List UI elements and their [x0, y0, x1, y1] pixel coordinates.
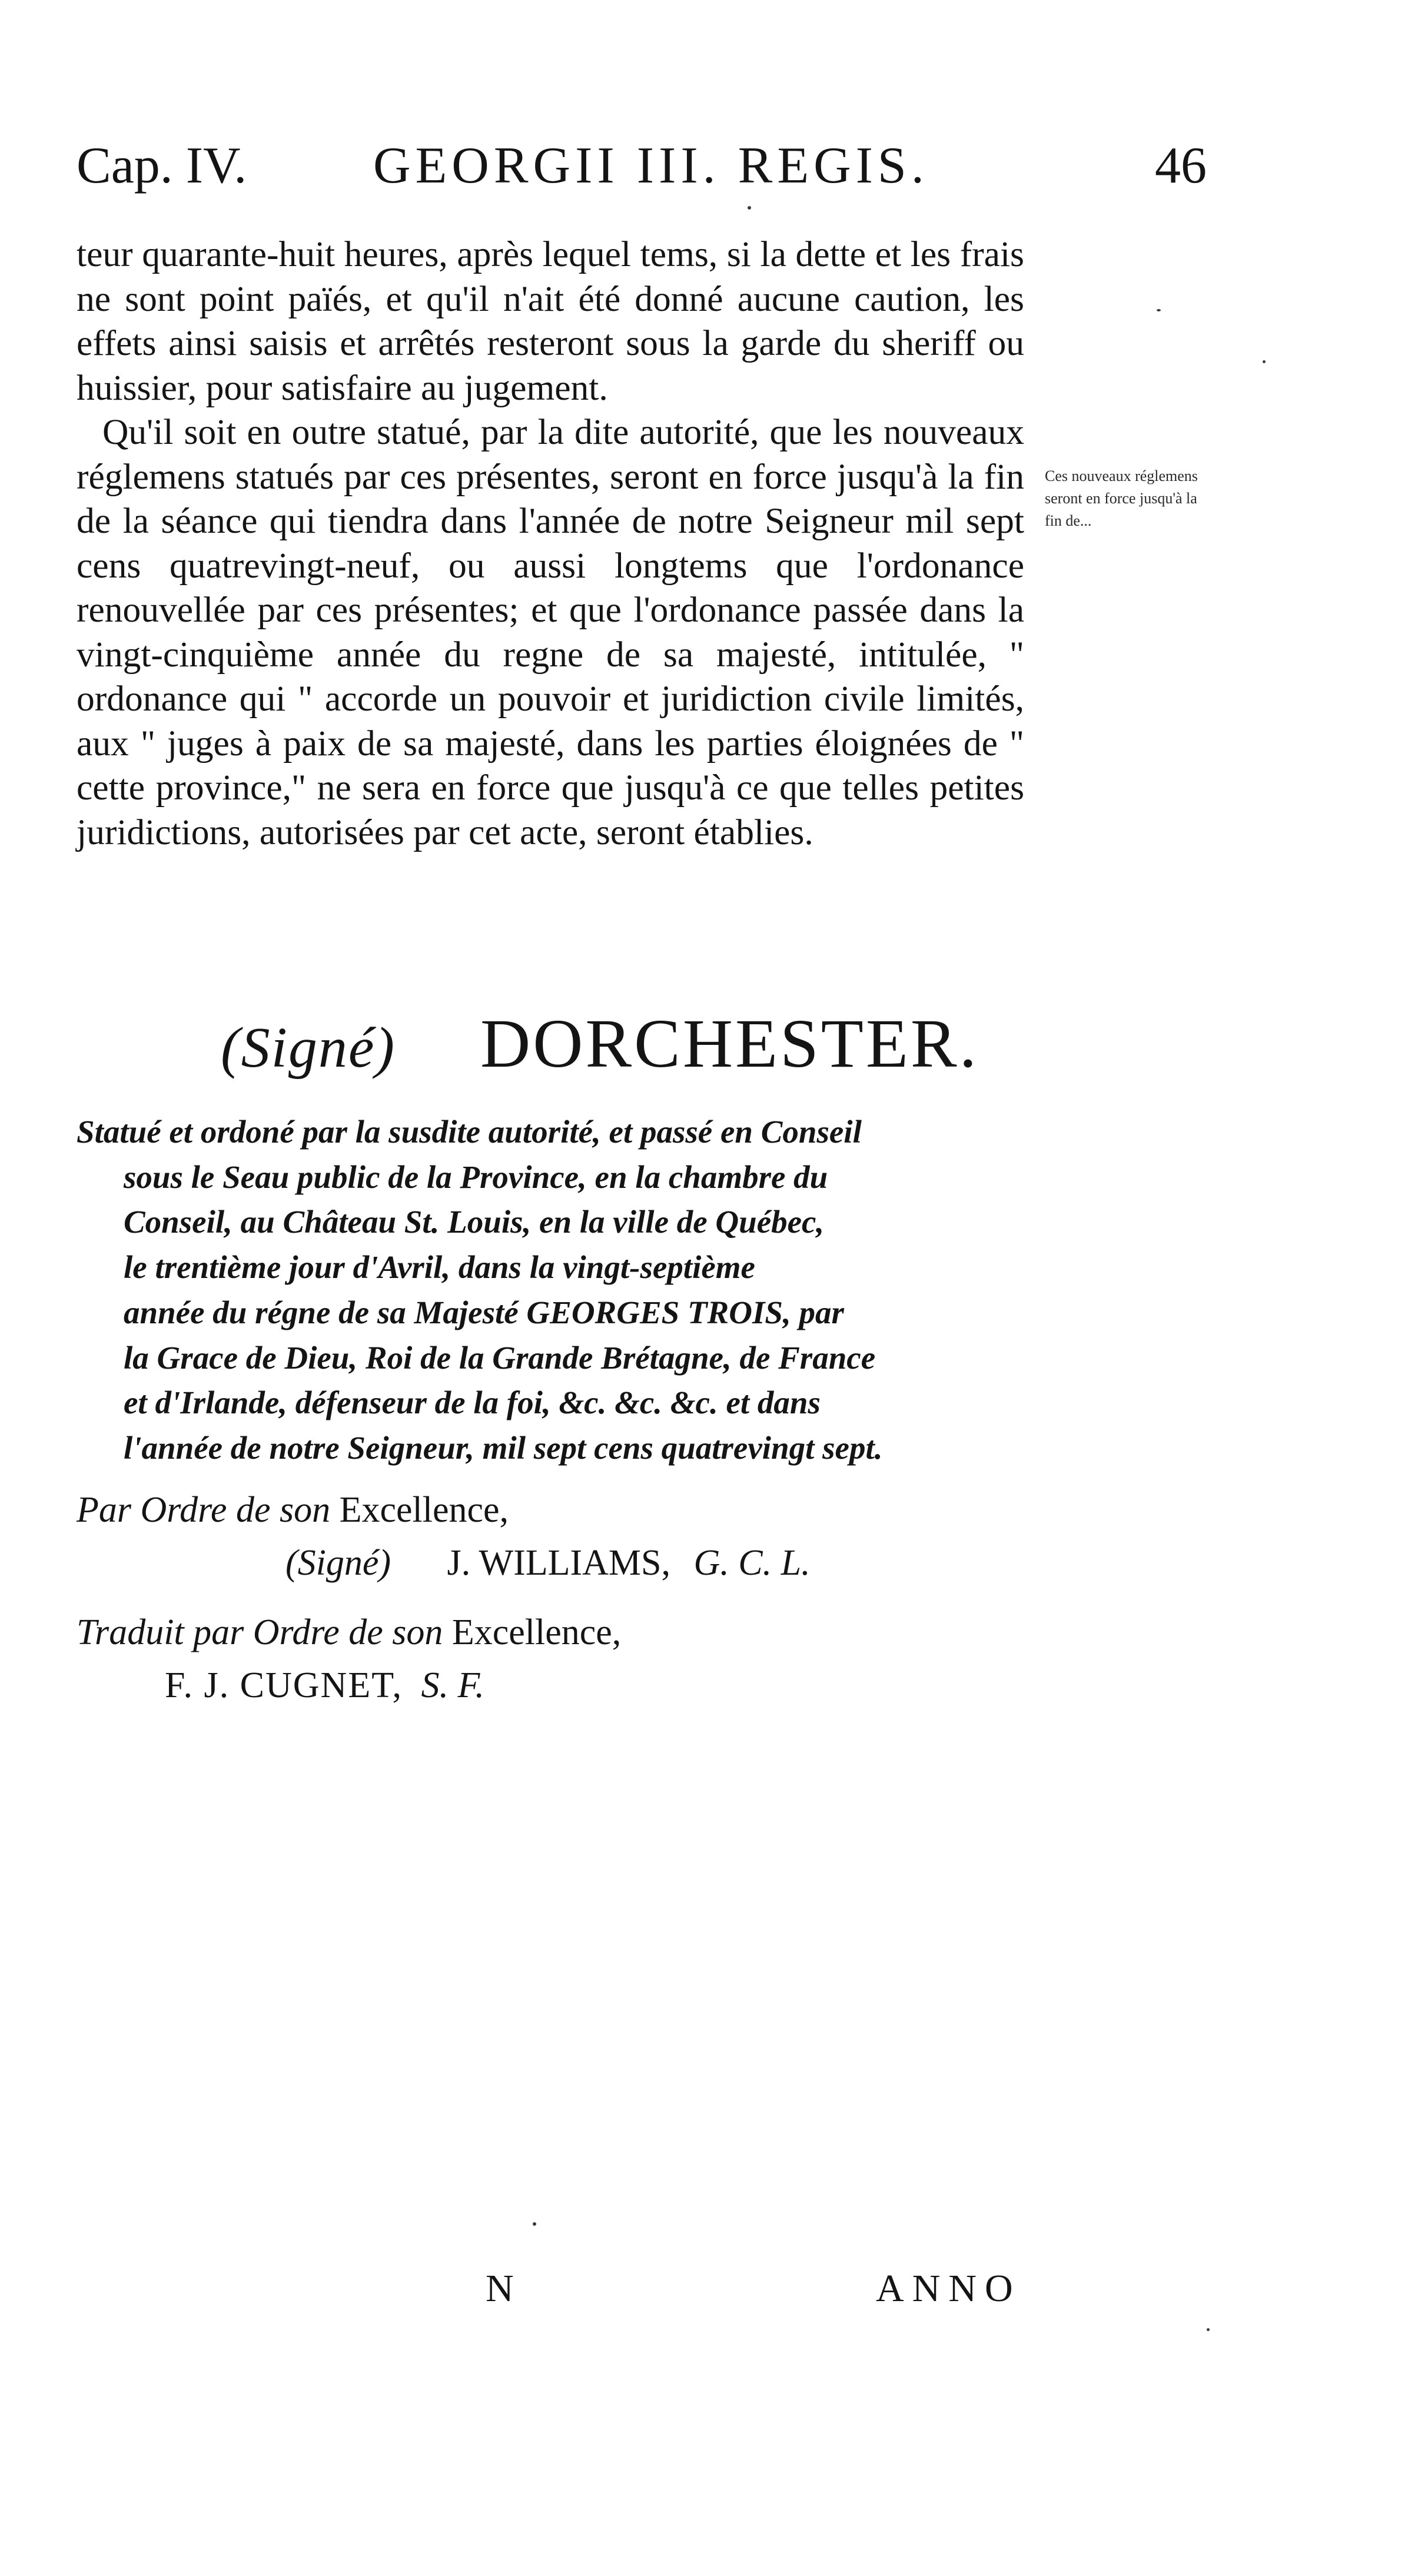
secretary-name: J. WILLIAMS, [447, 1543, 670, 1583]
page-footer [0, 2266, 1428, 2331]
ink-speck [1157, 309, 1161, 311]
signatory-name: DORCHESTER. [480, 1005, 979, 1082]
catchword: ANNO [876, 2267, 1021, 2310]
enactment-line: l'année de notre Seigneur, mil sept cens quatrevingt sept. [124, 1429, 883, 1466]
enactment-line: Statué et ordoné par la susdite autorité, et passé en Conseil [77, 1114, 862, 1150]
signature-mark: N [486, 2267, 514, 2310]
order-line [77, 1483, 1077, 1536]
enactment-line: la Grace de Dieu, Roi de la Grande Brétagne, de France [124, 1339, 876, 1376]
enactment-line: Conseil, au Château St. Louis, en la ville de Québec, [124, 1204, 825, 1240]
enactment-line: sous le Seau public de la Province, en la chambre du [124, 1158, 828, 1195]
translation-phrase: Traduit par Ordre de son [77, 1612, 443, 1652]
order-excellence: Excellence, [339, 1490, 509, 1530]
page-number: 46 [1155, 137, 1207, 194]
chapter-label: Cap. IV. [77, 137, 247, 194]
signed-label: (Signé) [285, 1543, 391, 1583]
order-block [77, 1483, 1077, 1712]
reign-heading: GEORGII III. REGIS. [373, 137, 929, 194]
translator-signature [77, 1659, 1077, 1712]
ink-speck [1207, 2328, 1210, 2331]
order-phrase: Par Ordre de son [77, 1490, 331, 1530]
secretary-signature [77, 1536, 1077, 1589]
enactment-line: année du régne de sa Majesté GEORGES TROIS, par [124, 1294, 844, 1330]
ink-speck [1263, 360, 1266, 363]
body-text [77, 233, 1024, 855]
paragraph-continued: teur quarante-huit heures, après lequel tems, si la dette et les frais ne sont point païés, et qu'il n'ait été donné aucune caution, les effets ainsi saisis et arrêtés resteront sous la garde du sheriff ou huissier, pour satisfaire au jugement. [77, 234, 1024, 408]
running-head [77, 131, 1207, 201]
secretary-title: G. C. L. [693, 1543, 811, 1583]
paragraph-enactment-clause: Qu'il soit en outre statué, par la dite autorité, que les nouveaux réglemens statués par ces présentes, seront en force jusqu'à la fin de la séance qui tiendra dans l'année de notre Seigneur mil sept cens quatrevingt-neuf, ou aussi longtems que l'ordonance renouvellée par ces présentes; et que l'ordonance passée dans la vingt-cinquième année du regne de sa majesté, intitulée, " ordonance qui " accorde un pouvoir et juridiction civile limités, aux " juges à paix de sa majesté, dans les parties éloignées de " cette province," ne sera en force que jusqu'à ce que telles petites juridictions, autorisées par cet acte, seront établies. [77, 412, 1024, 852]
governor-signature [221, 1004, 1045, 1086]
enactment-line: et d'Irlande, défenseur de la foi, &c. &c. &c. et dans [124, 1385, 821, 1421]
translator-name: F. J. CUGNET, [165, 1665, 403, 1705]
signed-label: (Signé) [221, 1016, 396, 1080]
translation-line [77, 1606, 1077, 1659]
enactment-line: le trentième jour d'Avril, dans la vingt-septième [124, 1249, 755, 1286]
margin-note: Ces nouveaux réglemens seront en force jusqu'à la fin de... [1045, 467, 1198, 529]
translator-title: S. F. [421, 1665, 484, 1705]
enactment-statement [77, 1110, 1024, 1471]
ink-speck [748, 206, 751, 210]
ink-speck [533, 2222, 536, 2226]
translation-excellence: Excellence, [451, 1612, 622, 1652]
